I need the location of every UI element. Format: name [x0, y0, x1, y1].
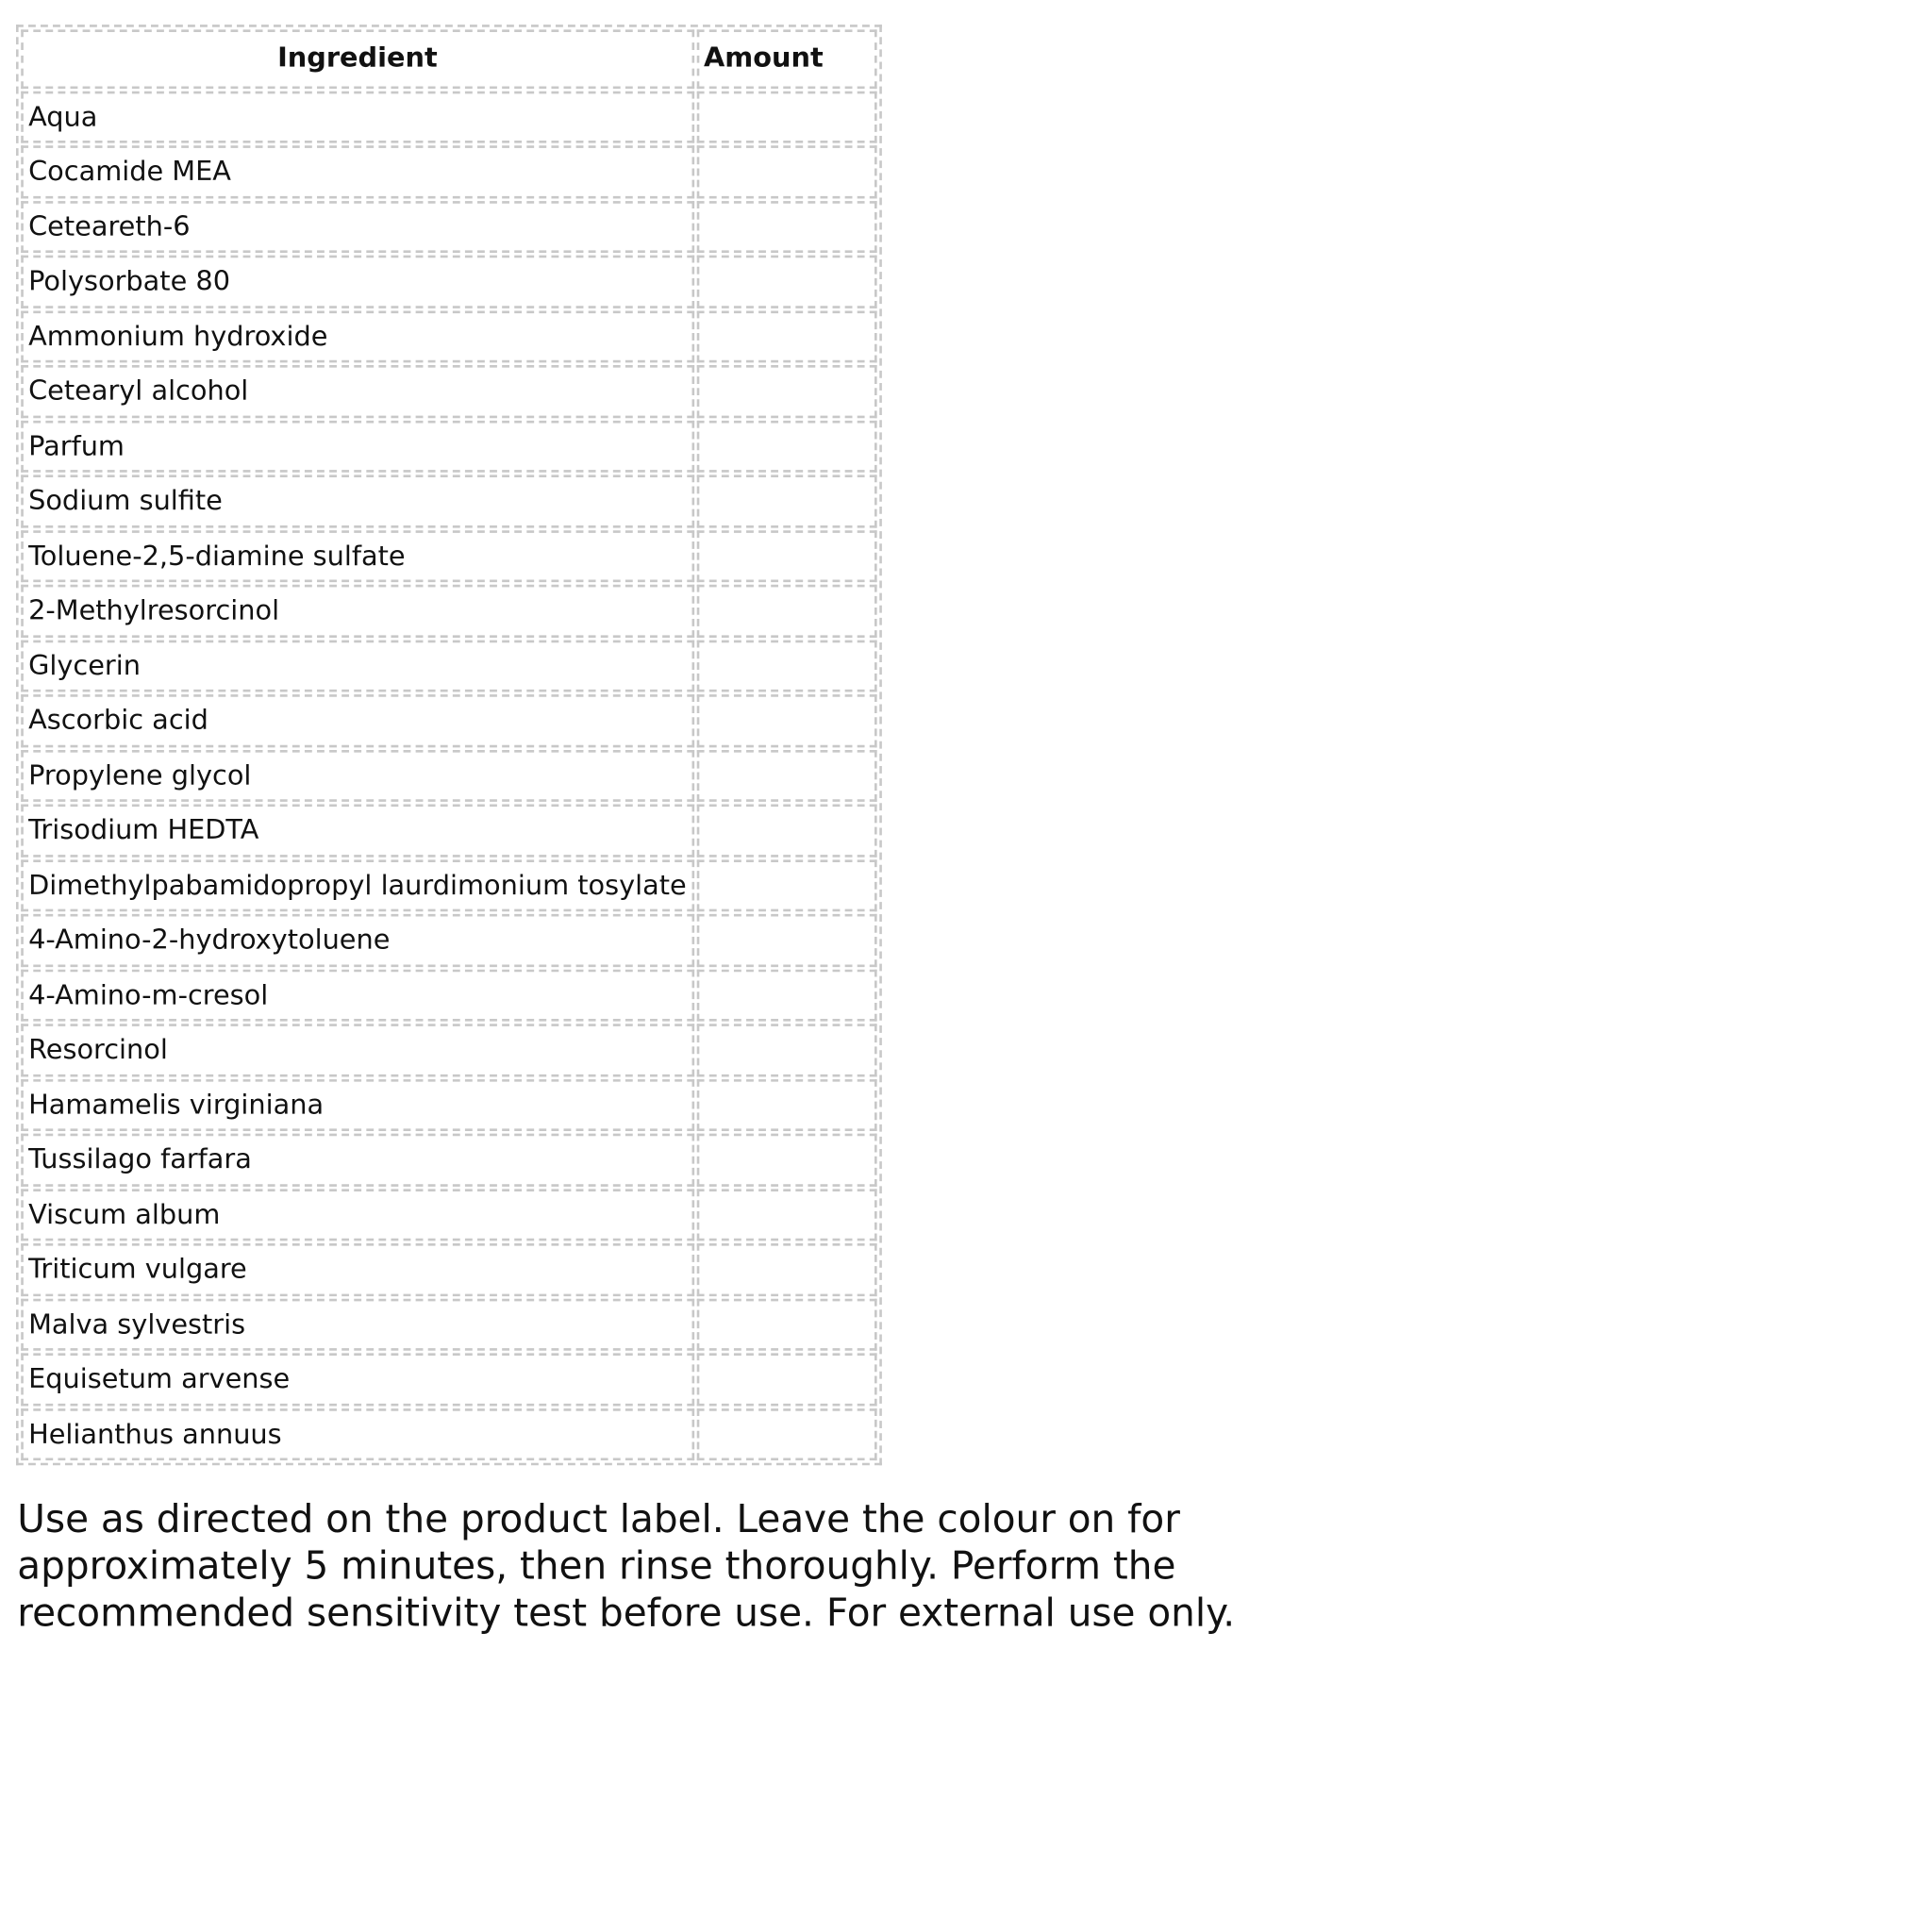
ingredient-name-cell: Cetearyl alcohol — [21, 365, 693, 418]
amount-cell — [696, 256, 876, 308]
ingredient-name-cell: Sodium sulfite — [21, 475, 693, 527]
ingredient-name-cell: 2-Methylresorcinol — [21, 585, 693, 638]
table-row — [21, 310, 876, 363]
table-row — [21, 200, 876, 253]
ingredient-column-header: Ingredient — [21, 29, 693, 88]
ingredient-name-cell: Viscum album — [21, 1189, 693, 1241]
ingredient-name-cell: Triticum vulgare — [21, 1243, 693, 1296]
table-row — [21, 969, 876, 1022]
amount-cell — [696, 1134, 876, 1187]
amount-cell — [696, 914, 876, 967]
amount-cell — [696, 475, 876, 527]
table-row — [21, 1298, 876, 1351]
ingredient-name-cell: Dimethylpabamidopropyl laurdimonium tosylate — [21, 859, 693, 912]
ingredient-name-cell: Cocamide MEA — [21, 145, 693, 198]
table-row — [21, 640, 876, 692]
table-row — [21, 1353, 876, 1406]
ingredient-name-cell: 4-Amino-m-cresol — [21, 969, 693, 1022]
table-row — [21, 1134, 876, 1187]
ingredient-name-cell: Trisodium HEDTA — [21, 804, 693, 857]
table-row — [21, 475, 876, 527]
ingredient-name-cell: Hamamelis virginiana — [21, 1078, 693, 1131]
table-row — [21, 914, 876, 967]
table-row — [21, 859, 876, 912]
table-row — [21, 1024, 876, 1076]
amount-cell — [696, 585, 876, 638]
table-row — [21, 694, 876, 747]
amount-cell — [696, 969, 876, 1022]
ingredients-table — [16, 25, 881, 1465]
amount-cell — [696, 200, 876, 253]
amount-cell — [696, 1298, 876, 1351]
table-header-row — [21, 29, 876, 88]
table-row — [21, 1189, 876, 1241]
ingredient-name-cell: 4-Amino-2-hydroxytoluene — [21, 914, 693, 967]
ingredient-name-cell: Ascorbic acid — [21, 694, 693, 747]
amount-cell — [696, 1078, 876, 1131]
ingredient-name-cell: Malva sylvestris — [21, 1298, 693, 1351]
table-row — [21, 749, 876, 802]
ingredient-name-cell: Helianthus annuus — [21, 1408, 693, 1461]
ingredient-name-cell: Glycerin — [21, 640, 693, 692]
table-row — [21, 1243, 876, 1296]
ingredient-name-cell: Ceteareth-6 — [21, 200, 693, 253]
amount-cell — [696, 420, 876, 473]
amount-cell — [696, 804, 876, 857]
ingredient-name-cell: Parfum — [21, 420, 693, 473]
table-row — [21, 804, 876, 857]
amount-cell — [696, 1243, 876, 1296]
table-row — [21, 530, 876, 583]
table-row — [21, 1408, 876, 1461]
amount-cell — [696, 1189, 876, 1241]
amount-cell — [696, 694, 876, 747]
table-row — [21, 365, 876, 418]
amount-cell — [696, 310, 876, 363]
amount-cell — [696, 1024, 876, 1076]
amount-cell — [696, 640, 876, 692]
amount-cell — [696, 1353, 876, 1406]
amount-cell — [696, 530, 876, 583]
ingredient-name-cell: Tussilago farfara — [21, 1134, 693, 1187]
ingredient-name-cell: Toluene-2,5-diamine sulfate — [21, 530, 693, 583]
amount-column-header: Amount — [696, 29, 876, 88]
amount-cell — [696, 365, 876, 418]
table-row — [21, 91, 876, 143]
amount-cell — [696, 859, 876, 912]
table-row — [21, 256, 876, 308]
ingredient-name-cell: Propylene glycol — [21, 749, 693, 802]
ingredient-name-cell: Polysorbate 80 — [21, 256, 693, 308]
amount-cell — [696, 749, 876, 802]
ingredient-name-cell: Aqua — [21, 91, 693, 143]
table-row — [21, 420, 876, 473]
ingredient-name-cell: Ammonium hydroxide — [21, 310, 693, 363]
usage-directions: Use as directed on the product label. Leave the colour on for approximately 5 minutes, then rinse thoroughly. Perform the recommended sensitivity test before use. For external use only. — [17, 1497, 1236, 1636]
table-row — [21, 145, 876, 198]
table-row — [21, 1078, 876, 1131]
ingredient-name-cell: Equisetum arvense — [21, 1353, 693, 1406]
amount-cell — [696, 91, 876, 143]
ingredients-table-body — [21, 91, 876, 1460]
amount-cell — [696, 1408, 876, 1461]
ingredient-name-cell: Resorcinol — [21, 1024, 693, 1076]
table-row — [21, 585, 876, 638]
amount-cell — [696, 145, 876, 198]
